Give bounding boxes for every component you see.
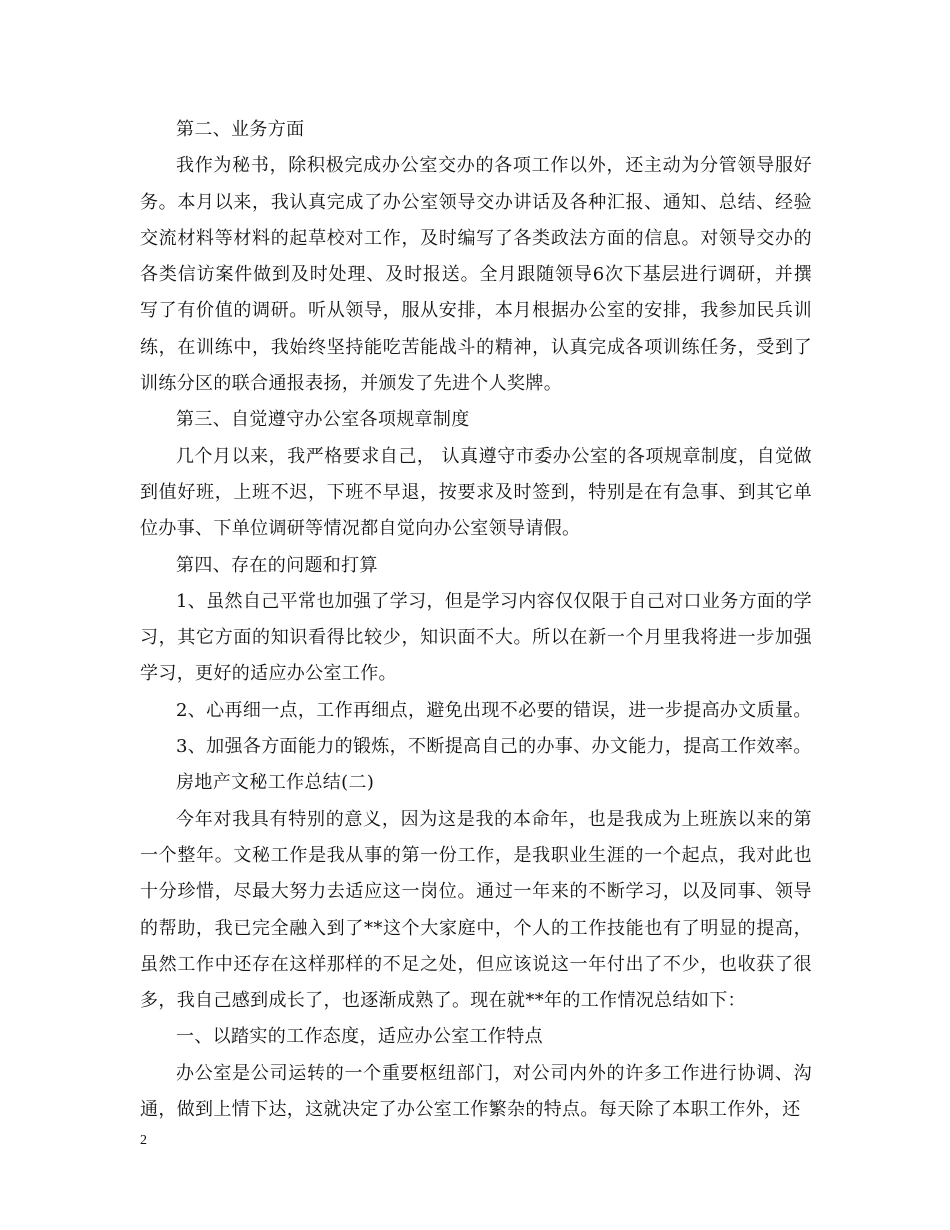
paragraph-problem-1: 1、虽然自己平常也加强了学习，但是学习内容仅仅限于自己对口业务方面的学习，其它方面的知识看得比较少，知识面不大。所以在新一个月里我将进一步加强学习，更好的适应办公室工作。 (140, 590, 812, 685)
page-number: 2 (140, 1133, 147, 1148)
paragraph-office: 办公室是公司运转的一个重要枢纽部门，对公司内外的许多工作进行协调、沟通，做到上情下达，这就决定了办公室工作繁杂的特点。每天除了本职工作外，还 (140, 1062, 812, 1121)
section-heading-business: 第二、业务方面 (176, 119, 305, 140)
paragraph-business: 我作为秘书，除积极完成办公室交办的各项工作以外，还主动为分管领导服好务。本月以来，我认真完成了办公室领导交办讲话及各种汇报、通知、总结、经验交流材料等材料的起草校对工作，及时编写了各类政法方面的信息。对领导交办的各类信访案件做到及时处理、及时报送。全月跟随领导6次下基层进行调研，并撰写了有价值的调研。听从领导，服从安排，本月根据办公室的安排，我参加民兵训练，在训练中，我始终坚持能吃苦能战斗的精神，认真完成各项训练任务，受到了训练分区的联合通报表扬，并颁发了先进个人奖牌。 (140, 155, 812, 395)
article-title-two: 房地产文秘工作总结(二) (176, 772, 375, 794)
section-heading-rules: 第三、自觉遵守办公室各项规章制度 (176, 409, 470, 431)
section-heading-attitude: 一、以踏实的工作态度，适应办公室工作特点 (176, 1026, 543, 1048)
section-heading-problems: 第四、存在的问题和打算 (176, 554, 378, 576)
paragraph-problem-2: 2、心再细一点，工作再细点，避免出现不必要的错误，进一步提高办文质量。 (176, 699, 812, 721)
paragraph-problem-3: 3、加强各方面能力的锻炼，不断提高自己的办事、办文能力，提高工作效率。 (176, 736, 812, 758)
paragraph-rules: 几个月以来，我严格要求自己， 认真遵守市委办公室的各项规章制度，自觉做到值好班，上班不迟，下班不早退，按要求及时签到，特别是在有急事、到其它单位办事、下单位调研等情况都自觉向办公室领导请假。 (140, 445, 812, 540)
paragraph-intro: 今年对我具有特别的意义，因为这是我的本命年，也是我成为上班族以来的第一个整年。文秘工作是我从事的第一份工作，是我职业生涯的一个起点，我对此也十分珍惜，尽最大努力去适应这一岗位。通过一年来的不断学习，以及同事、领导的帮助，我已完全融入到了**这个大家庭中，个人的工作技能也有了明显的提高，虽然工作中还存在这样那样的不足之处，但应该说这一年付出了不少，也收获了很多，我自己感到成长了，也逐渐成熟了。现在就**年的工作情况总结如下： (140, 808, 812, 1012)
document-body (140, 112, 812, 1128)
